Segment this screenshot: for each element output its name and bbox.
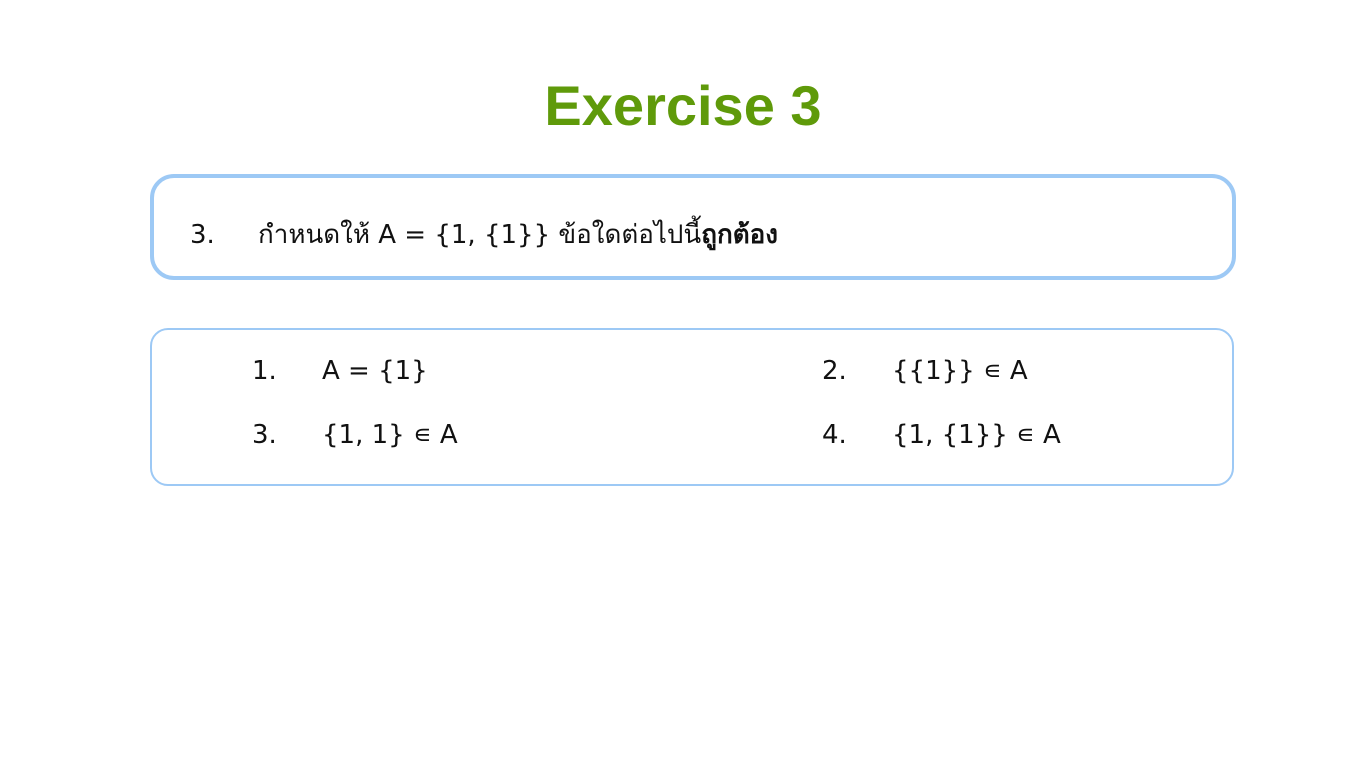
option-number: 4. — [822, 420, 847, 450]
option-expression: {1, {1}} ∊ A — [892, 420, 1061, 450]
question-number: 3. — [190, 220, 215, 250]
option-expression: A = {1} — [322, 356, 428, 386]
option-number: 2. — [822, 356, 847, 386]
option-number: 3. — [252, 420, 277, 450]
question-text-prefix: กำหนดให้ A = {1, {1}} ข้อใดต่อไปนี้ — [258, 220, 702, 250]
option-expression: {{1}} ∊ A — [892, 356, 1028, 386]
option-number: 1. — [252, 356, 277, 386]
slide-title: Exercise 3 — [544, 74, 822, 137]
options-box — [150, 328, 1234, 486]
question-box — [150, 174, 1236, 280]
question-text-bold: ถูกต้อง — [701, 220, 778, 250]
question-text — [258, 218, 778, 252]
option-expression: {1, 1} ∊ A — [322, 420, 458, 450]
